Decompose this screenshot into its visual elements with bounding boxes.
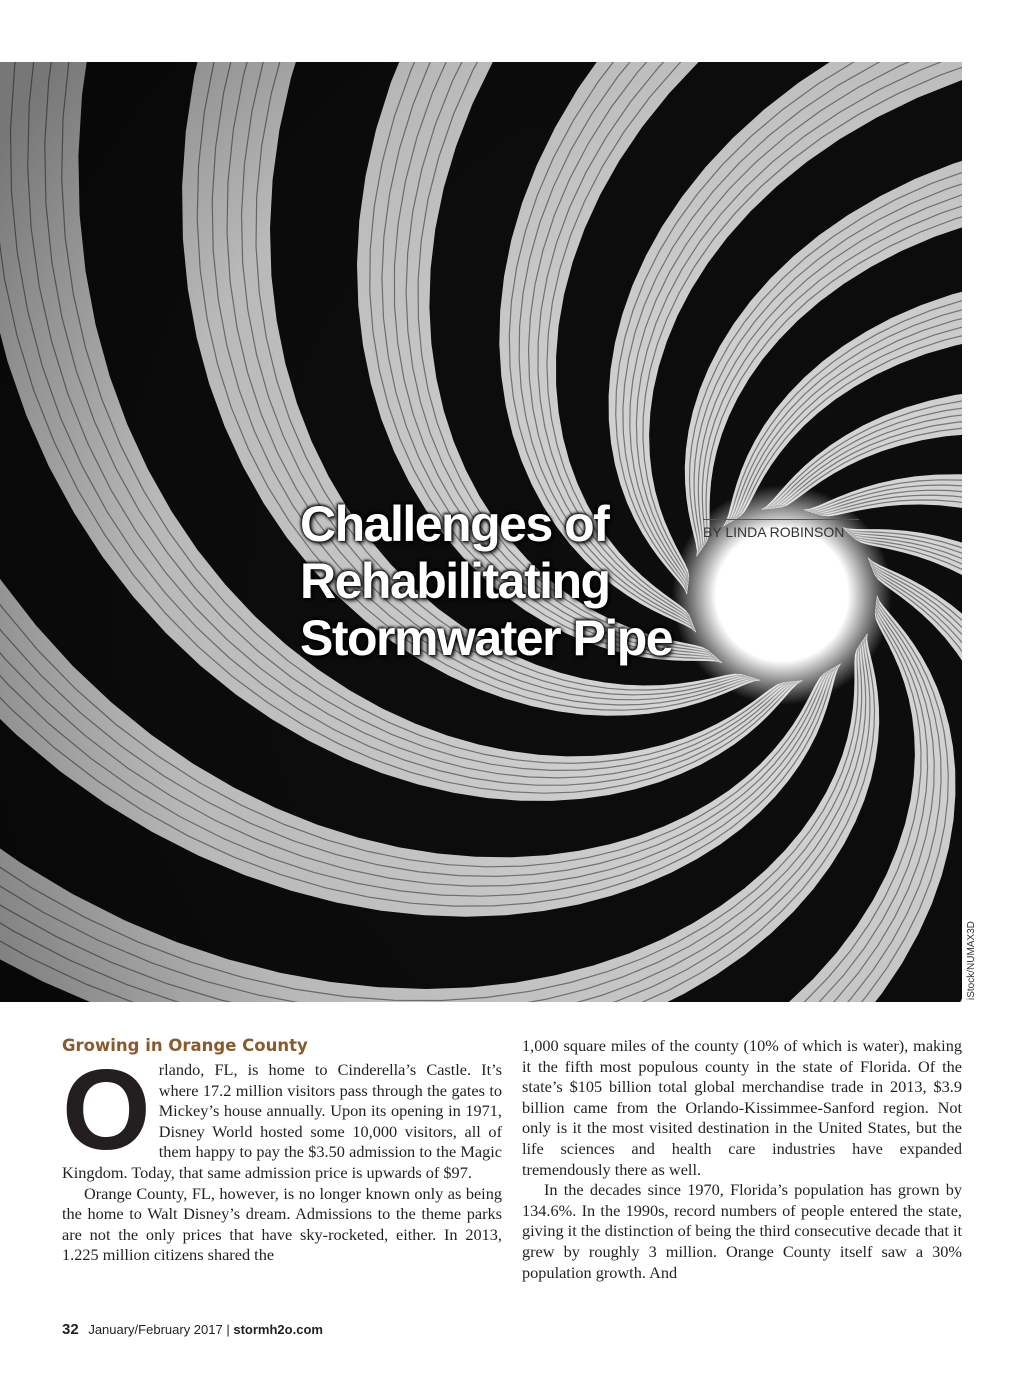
- page-number: 32: [62, 1321, 79, 1338]
- title-line-2: Rehabilitating: [300, 553, 610, 609]
- title-line-3: Stormwater Pipe: [300, 610, 673, 666]
- footer-separator: |: [226, 1322, 230, 1337]
- photo-credit: iStock/NUMAX3D: [966, 921, 977, 1000]
- paragraph-1-text: rlando, FL, is home to Cinderella’s Castle. It’s where 17.2 million visitors pass through the gates to Mickey’s house annually. Upon its opening in 1971, Disney World hosted some 10,000 visitors, all of them happy to pay the $3.50 admission to the Magic Kingdom. Today, that same admission price is upwards of $97.: [62, 1060, 502, 1182]
- site-link[interactable]: stormh2o.com: [233, 1322, 323, 1337]
- article-paragraph-1: [62, 1047, 502, 1184]
- article-column-right: [522, 1036, 962, 1283]
- section-subhead: Growing in Orange County: [62, 1036, 308, 1055]
- article-paragraph-4: In the decades since 1970, Florida’s population has grown by 134.6%. In the 1990s, record numbers of people entered the state, giving it the distinction of being the third consecutive decade that it grew by roughly 3 million. Orange County itself saw a 30% population growth. And: [522, 1180, 962, 1282]
- title-line-1: Challenges of: [300, 496, 609, 552]
- page-footer: [62, 1321, 323, 1338]
- article-title: [300, 496, 750, 667]
- article-column-left: [62, 1036, 502, 1266]
- drop-cap: O: [62, 1047, 151, 1174]
- byline: BY LINDA ROBINSON: [703, 524, 845, 540]
- article-paragraph-3: 1,000 square miles of the county (10% of which is water), making it the fifth most populous county in the state of Florida. Of the state’s $105 billion total global merchandise trade in 2013, $3.9 billion came from the Orlando-Kissimmee-Sanford region. Not only is it the most visited destination in the United States, but the life sciences and health care industries have expanded tremendously there as well.: [522, 1036, 962, 1179]
- byline-divider: [703, 519, 859, 520]
- article-paragraph-2: Orange County, FL, however, is no longer known only as being the home to Walt Disney’s dream. Admissions to the theme parks are not the only prices that have sky-rocketed, either. In 2013, 1.225 million citizens shared the: [62, 1183, 502, 1265]
- issue-date: January/February 2017: [88, 1322, 223, 1337]
